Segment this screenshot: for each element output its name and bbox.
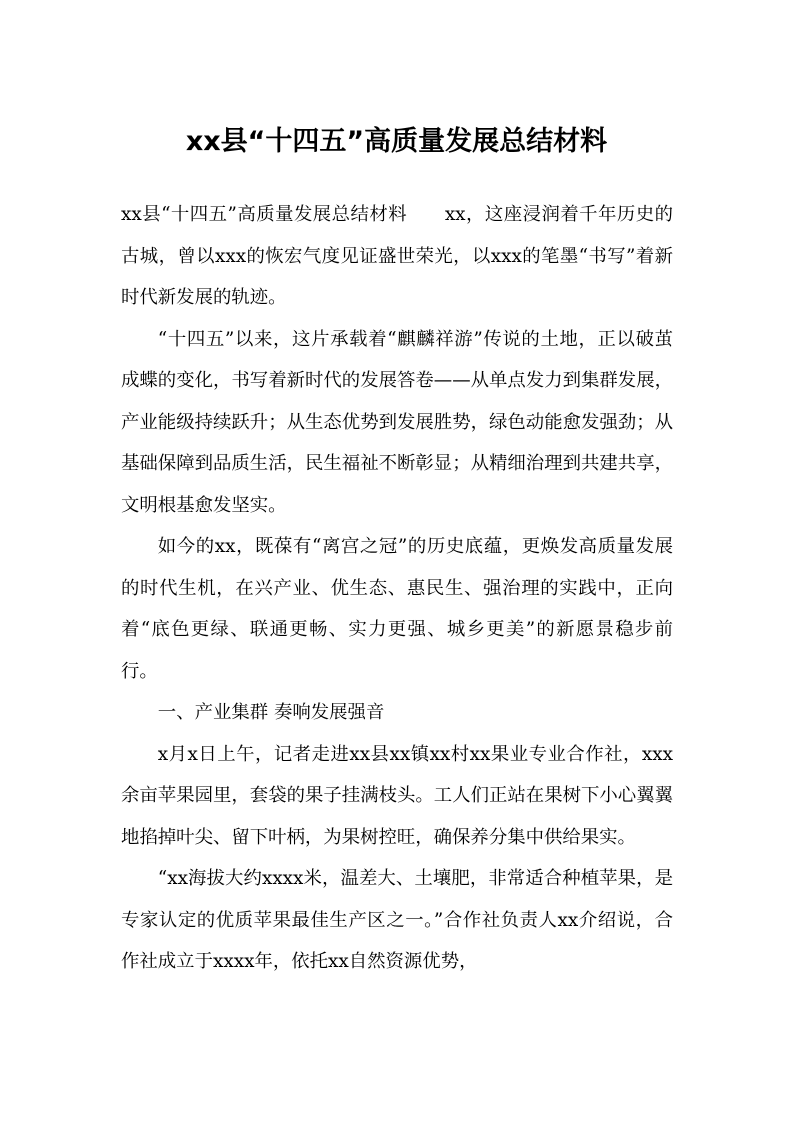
section-heading-industry: 一、产业集群 奏响发展强音 [157, 702, 385, 723]
document-body [121, 194, 673, 983]
paragraph-vision: 如今的xx，既葆有“离宫之冠”的历史底蕴，更焕发高质量发展的时代生机，在兴产业、优生态、惠民生、强治理的实践中，正向着“底色更绿、联通更畅、实力更强、城乡更美”的新愿景稳步前行。 [121, 536, 673, 682]
document-title: xx县“十四五”高质量发展总结材料 [185, 126, 608, 157]
paragraph-cooperative-quote: “xx海拔大约xxxx米，温差大、土壤肥，非常适合种植苹果，是专家认定的优质苹果最佳生产区之一。”合作社负责人xx介绍说，合作社成立于xxxx年，依托xx自然资源优势， [121, 868, 673, 972]
paragraph-intro: xx县“十四五”高质量发展总结材料 xx，这座浸润着千年历史的古城，曾以xxx的恢宏气度见证盛世荣光，以xxx的笔墨“书写”着新时代新发展的轨迹。 [121, 204, 673, 308]
paragraph-fourteenth-five-year: “十四五”以来，这片承载着“麒麟祥游”传说的土地，正以破茧成蝶的变化，书写着新时代的发展答卷——从单点发力到集群发展，产业能级持续跃升；从生态优势到发展胜势，绿色动能愈发强劲；从基础保障到品质生活，民生福祉不断彰显；从精细治理到共建共享，文明根基愈发坚实。 [121, 328, 673, 516]
paragraph-orchard-visit: x月x日上午，记者走进xx县xx镇xx村xx果业专业合作社，xxx余亩苹果园里，套袋的果子挂满枝头。工人们正站在果树下小心翼翼地掐掉叶尖、留下叶柄，为果树控旺，确保养分集中供给果实。 [121, 743, 673, 848]
